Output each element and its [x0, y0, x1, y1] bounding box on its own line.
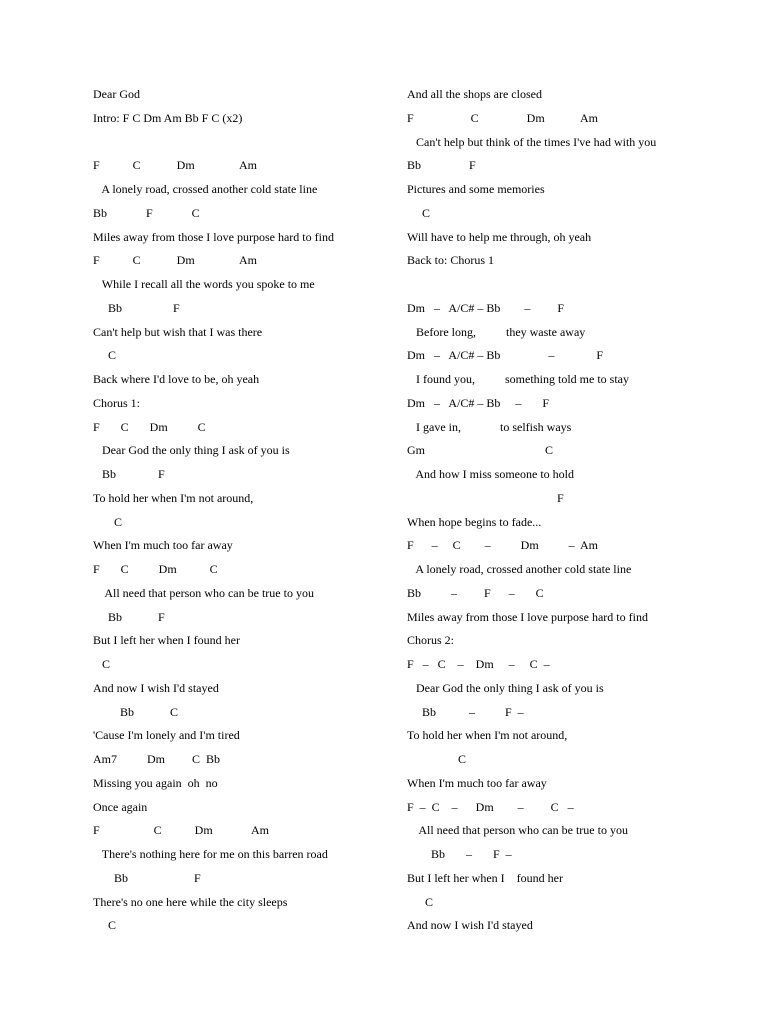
right-line: C	[407, 205, 431, 220]
right-line: Can't help but think of the times I've had with you	[407, 134, 657, 149]
left-line: Missing you again oh no	[93, 775, 218, 790]
left-line: Once again	[93, 799, 148, 814]
right-line: Before long, they waste away	[407, 324, 586, 339]
left-line: Bb F	[93, 870, 201, 885]
left-line: Bb F	[93, 300, 180, 315]
right-line: Pictures and some memories	[407, 182, 545, 196]
right-line: Back to: Chorus 1	[407, 253, 494, 268]
right-line: F	[407, 490, 564, 505]
right-line: C	[407, 752, 467, 766]
left-line: There's no one here while the city sleeps	[93, 894, 288, 909]
left-line: 'Cause I'm lonely and I'm tired	[93, 728, 240, 743]
left-line: C	[93, 514, 123, 529]
left-line: There's nothing here for me on this barren road	[93, 847, 328, 861]
left-line: But I left her when I found her	[93, 633, 240, 648]
right-line: But I left her when I found her	[407, 870, 563, 885]
left-line: Back where I'd love to be, oh yeah	[93, 372, 260, 386]
left-line: Can't help but wish that I was there	[93, 324, 263, 339]
left-line: Intro: F C Dm Am Bb F C (x2)	[93, 110, 243, 125]
left-line: F C Dm Am	[93, 823, 270, 838]
right-line: Bb F	[407, 158, 476, 173]
right-line: Bb – F –	[407, 847, 512, 861]
left-column	[93, 87, 393, 942]
right-line: F – C – Dm – Am	[407, 538, 599, 553]
right-line: Bb – F – C	[407, 585, 544, 600]
right-line: And how I miss someone to hold	[407, 467, 574, 481]
right-line: When hope begins to fade...	[407, 514, 542, 529]
right-line	[407, 277, 707, 301]
left-line: F C Dm Am	[93, 253, 258, 268]
left-line: Dear God	[93, 87, 140, 101]
left-line	[93, 135, 393, 159]
right-line: All need that person who can be true to you	[407, 823, 628, 838]
right-line: Gm C	[407, 443, 554, 458]
left-line: F C Dm Am	[93, 158, 258, 173]
right-line: And all the shops are closed	[407, 87, 542, 101]
right-line: F C Dm Am	[407, 110, 599, 125]
left-line: Bb C	[93, 704, 179, 719]
right-line: Dear God the only thing I ask of you is	[407, 680, 604, 695]
right-line: Will have to help me through, oh yeah	[407, 229, 592, 244]
right-line: A lonely road, crossed another cold state line	[407, 562, 632, 576]
right-line: To hold her when I'm not around,	[407, 728, 568, 743]
left-line: A lonely road, crossed another cold state line	[93, 182, 318, 196]
left-line: C	[93, 348, 117, 363]
left-line: Bb F	[93, 609, 165, 624]
left-line: All need that person who can be true to you	[93, 585, 314, 600]
right-line: And now I wish I'd stayed	[407, 918, 533, 933]
right-line: Dm – A/C# – Bb – F	[407, 348, 604, 363]
left-line: F C Dm C	[93, 562, 218, 576]
left-line: Bb F C	[93, 205, 200, 220]
right-line: I gave in, to selfish ways	[407, 419, 572, 434]
right-line: I found you, something told me to stay	[407, 372, 629, 386]
left-line: F C Dm C	[93, 419, 206, 434]
right-line: F – C – Dm – C –	[407, 799, 574, 814]
left-line: When I'm much too far away	[93, 538, 233, 553]
right-line: Miles away from those I love purpose hard to find	[407, 609, 648, 624]
right-line: Chorus 2:	[407, 633, 455, 648]
right-line: Bb – F –	[407, 704, 524, 719]
left-line: C	[93, 657, 111, 671]
right-line: Dm – A/C# – Bb – F	[407, 300, 565, 315]
left-line: Bb F	[93, 467, 165, 481]
left-line: While I recall all the words you spoke to me	[93, 277, 315, 291]
right-line: F – C – Dm – C –	[407, 657, 550, 671]
right-line: C	[407, 894, 434, 909]
left-line: Chorus 1:	[93, 395, 141, 410]
left-line: Miles away from those I love purpose hard to find	[93, 229, 334, 244]
left-line: Am7 Dm C Bb	[93, 752, 221, 766]
right-line: Dm – A/C# – Bb – F	[407, 395, 550, 410]
left-line: And now I wish I'd stayed	[93, 680, 219, 695]
right-column	[407, 87, 707, 942]
left-line: Dear God the only thing I ask of you is	[93, 443, 290, 458]
right-line: When I'm much too far away	[407, 775, 547, 790]
left-line: To hold her when I'm not around,	[93, 490, 254, 505]
left-line: C	[93, 918, 117, 933]
